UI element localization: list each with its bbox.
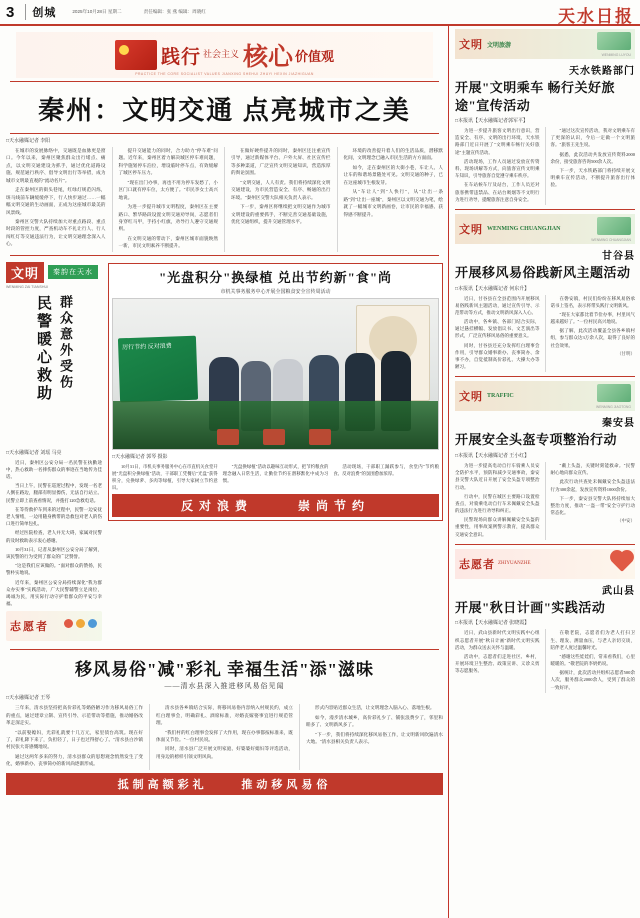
paragraph: 在等待救护车到来的过程中，民警一边安抚老人情绪，一边用随身携带的急救包对老人的伤口进行简单包扎。 [6, 506, 102, 527]
paper-name: 天水日报 [558, 7, 634, 26]
paragraph: 近日，武山县新时代文明实践中心组织志愿者开展"秋日计画"新时代文明实践活动，为群众送去关怀与温暖。 [455, 630, 540, 650]
paragraph: 在文明交通的带动下，秦州区城市面貌焕然一新，市民文明素养不断提升。 [118, 235, 218, 249]
paragraph: "文明交通，人人有责。我们将持续深化文明交通建设，为市民营造安全、有序、畅通的出行环境。"秦州区交警大队相关负责人表示。 [231, 179, 331, 200]
paragraph: 行动中，民警在城区主要路口设置检查点，对骑乘电动自行车未佩戴安全头盔的违法行为进行劝导和纠正。 [455, 493, 540, 514]
block3-sign: （中安） [617, 518, 635, 524]
paragraph: 如今，漫步清水城乡，高价彩礼少了、铺张浪费少了，邻里和睦多了、文明新风多了。 [306, 714, 443, 728]
paragraph: 下一步，天水铁路部门将持续开展文明乘车宣传活动，不断提升旅客出行体验。 [550, 168, 635, 188]
right-column [448, 26, 640, 918]
column-divider [112, 147, 113, 252]
photo-pot [263, 429, 285, 445]
volunteer-banner [455, 549, 635, 579]
block1-title: 开展"文明乘车 畅行关好旅途"宣传活动 [455, 80, 615, 113]
banner-values: 价值观 [295, 48, 335, 64]
paragraph: 如今，走在秦州区的大街小巷，车让人、人让车的和谐场景随处可见。文明交通的种子，已在这座城市生根发芽。 [343, 164, 443, 185]
banner-label: 文明 [459, 223, 483, 236]
photo-pot [217, 429, 239, 445]
slogan-right: 推动移风易俗 [241, 778, 332, 791]
vertical-title-2: 群众意外受伤 [58, 294, 73, 391]
paragraph: 为进一步提高电动自行车骑乘人员安全防护水平，预防和减少交通事故，秦安县交警大队近日开展了安全头盔专项整治行动。 [455, 462, 540, 490]
paragraph: 提升交通能力的同时，合力助力"停车难"问题。近年来，秦州区着力解决城区停车难问题，科学施划停车泊位，增设临时停车点，有效缓解了城区停车压力。 [118, 148, 218, 176]
wenming-sub-label: 秦韵在天水 [48, 265, 98, 279]
wenming-badge [6, 262, 98, 283]
lead-col-2 [119, 147, 219, 252]
banner-illustration [597, 384, 631, 402]
banner-english: PRACTICE THE CORE SOCIALIST VALUES JIANXING SHEHUI ZHUYI HEXIN JIAZHIGUAN [135, 72, 314, 76]
block2-kicker: 甘谷县 [602, 250, 635, 262]
lead-byline: □天水融媒记者 李阳 [6, 139, 51, 144]
lead-col-4 [344, 147, 444, 252]
paragraph: "我们村的红白理事会发挥了大作用，现在办事都按标准来，既体面又节俭。"一位村民说。 [156, 729, 293, 742]
wenming-english: WENMING ZAI TIANSHUI [6, 284, 49, 289]
paragraph: 活动现场，工作人员通过发放宣传资料、现场讲解等方式，向旅客宣传文明乘车知识，引导旅客自觉遵守乘车秩序。 [455, 158, 540, 179]
wenming-travel-banner [455, 29, 635, 59]
bottom-col-3 [306, 704, 443, 770]
decor-dots [64, 619, 97, 628]
paragraph: 活动中，志愿者们走进社区、乡村，开展环境卫生整治、政策宣讲、义诊义剪等志愿服务。 [455, 653, 540, 674]
flag-icon [115, 40, 157, 70]
photo-pot [309, 429, 331, 445]
vertical-title-1: 民警暖心救助 [35, 294, 51, 403]
banner-practice: 践行 [160, 46, 201, 68]
bottom-body [6, 704, 443, 770]
bottom-subtitle: ——清水县深入推进移风易俗见闻 [164, 682, 285, 691]
banner-illustration [597, 32, 631, 50]
bottom-byline: □天水融媒记者 王琴 [6, 696, 51, 702]
block1-body [455, 127, 635, 205]
feature-photo-credit: □天水融媒记者 郭琴 摄影 [112, 454, 168, 460]
volunteer-label: 志愿者 [459, 558, 495, 571]
paragraph: 此次行动共查处未佩戴安全头盔违法行为300余起，发放宣传资料1000余份。 [550, 479, 635, 492]
block2-body [455, 295, 635, 373]
block4-body [455, 629, 635, 693]
lead-col-3 [231, 147, 331, 252]
editor-line: 责任编辑：张 燕 编辑：周晓红 [143, 8, 206, 14]
paragraph: "感谢这些娃娃们，常来看我们，心里暖暖的。"敬老院的李奶奶说。 [550, 653, 635, 667]
block4-kicker: 武山县 [602, 585, 635, 597]
paragraph: 同时，甘谷县还充分发挥红白理事会作用，引导群众婚事新办、丧事简办、余事不办，自觉抵制高价彩礼、大操大办等陋习。 [455, 342, 540, 370]
banner-socialist: 社会主义 [202, 49, 239, 60]
feature-photo [112, 298, 439, 450]
lead-headline: 秦州：文明交通 点亮城市之美 [38, 96, 411, 125]
banner-english: WENMING CHUANGJIAN [591, 237, 631, 242]
paragraph: 近日，秦州区公安分局一名民警在执勤途中，热心救助一名摔伤群众的事迹在当地传为佳话。 [6, 459, 102, 480]
caption-text: "光盘换绿植"活动以趣味互动形式，把节约粮食的理念融入日常生活，让勤俭节约在潜移默化中成为习惯。 [222, 463, 329, 483]
paragraph: 走在秦州区的街头巷尾，红绿灯规范闪烁，斑马线前车辆缓缓停下，行人快步通过……一幅幅文明交通的生动画面，正成为这座城市最美的风景线。 [6, 187, 106, 215]
column-divider [337, 147, 338, 252]
left-column [0, 26, 448, 918]
block1-kicker: 天水铁路部门 [569, 66, 635, 77]
banner-label: 文明 [459, 39, 483, 51]
paragraph: 近年来，秦州区公安分局持续深化"我为群众办实事"实践活动，广大民警辅警立足岗位，竭诚为民，用实际行动守护着群众的平安与幸福。 [6, 579, 102, 607]
block1-byline: □本报讯【天水融媒记者郭军平】 [455, 119, 529, 125]
paragraph: "这是我们应该做的。"面对群众的赞扬，民警朴实地说。 [6, 563, 102, 576]
wenming-traffic-banner [455, 381, 635, 411]
block4-title: 开展"秋日计画"实践活动 [455, 599, 606, 615]
paragraph: 在做好硬件提升的同时，秦州区还注重宣传引导，通过新媒体平台、户外大屏、社区宣传栏等多种渠道，广泛宣传文明交通知识，营造浓厚的舆论氛围。 [231, 148, 331, 176]
paragraph: 在敬老院，志愿者们为老人打扫卫生、理发、测量血压，与老人亲切交谈，陪伴老人度过温馨时光。 [550, 630, 635, 650]
caption-text: 10月31日，市机关事务服务中心在市直机关食堂开展"光盘积分换绿植"活动，干部职工凭餐后"光盘"获得积分，兑换绿萝、多肉等绿植，引导大家树立节约意识。 [112, 463, 218, 490]
banner-label: 文明 [459, 391, 483, 404]
block2-byline: □本报讯【天水融媒记者 何东升】 [455, 286, 530, 292]
paragraph: 从"车让人"到"人快行"，从"让出一条路"到"让出一座城"，秦州区以文明交通为笔，绘就了一幅城市文明新画卷，让市民的幸福感、获得感不断提升。 [343, 189, 443, 217]
block4-byline: □本报讯【天水融媒记者 张晓霞】 [455, 621, 530, 627]
block3-byline: □本报讯【天水融媒记者 王小红】 [455, 453, 530, 459]
paragraph: 通过这两年多来的努力，清水县群众的思想观念悄然发生了变化，婚事新办、丧事简办的新风尚逐渐形成。 [6, 753, 143, 767]
paragraph: 秦州区交警大队持续加大对重点路段、重点时段的管控力度，严查机动车不礼让行人、行人闯红灯等交通违法行为，让文明交通理念深入人心。 [6, 218, 106, 247]
paragraph: 民警现场向群众讲解佩戴安全头盔的重要性，用事故案例警示教育，提高群众交通安全意识。 [455, 517, 540, 537]
wenming-strip [6, 259, 102, 645]
masthead [0, 0, 640, 26]
block3-kicker: 秦安县 [602, 418, 635, 430]
slogan-left: 反对浪费 [180, 498, 253, 513]
paragraph: "现在大家都比着节俭办事，村里风气越来越好了。"一位村民高兴地说。 [550, 311, 635, 325]
right-divider-3 [455, 544, 635, 545]
paragraph: "下一步，我们将持续深化移风易俗工作，让文明新风吹遍清水大地。"清水县相关负责人表示。 [306, 731, 443, 744]
bottom-title: 移风易俗"减"彩礼 幸福生活"添"滋味 [74, 660, 374, 680]
paragraph: "戴上头盔，关键时刻能救命。"民警耐心地向群众宣传。 [550, 462, 635, 476]
banner-english: WENMING JIAOTONG [596, 405, 631, 410]
wenming-byline: □天水融媒记者 刘瑶 马亮 [6, 450, 62, 456]
paragraph: 在城市的发展脉络中，交通既是血脉更是窗口。今年以来，秦州区聚焦群众出行堵点、痛点，以文明交通建设为抓手，通过优化道路设施、规范通行秩序、倡导文明出行等举措，成为城市文明最直观的"流动名片"。 [6, 148, 106, 183]
paragraph: 同时，清水县广泛开展文明家庭、好婆婆好媳妇等评选活动，用身边的榜样引领文明风尚。 [156, 746, 293, 759]
paragraph: 在车站候车厅及站台，工作人员还对旅客携带违禁品、在站台吸烟等不文明行为进行劝导，提醒旅客注意自身安全。 [455, 182, 540, 202]
paragraph: 经过医院检查，老人并无大碍，家属对民警的及时救助表示衷心感谢。 [6, 530, 102, 543]
divider-bottom [10, 649, 439, 650]
wenming-creation-banner [455, 214, 635, 244]
feature-title: "光盘积分"换绿植 兑出节约新"食"尚 [158, 269, 393, 285]
banner-core: 核心 [243, 44, 294, 71]
section-name: 创城 [25, 4, 56, 20]
block3-title: 开展安全头盔专项整治行动 [455, 432, 618, 448]
divider-headline [10, 133, 439, 134]
paragraph: 三年来，清水县坚持把高价彩礼等婚俗陋习作为移风易俗工作的重点，通过建章立制、宣传引导、示范带动等措施，推动婚俗改革走深走实。 [6, 705, 143, 726]
block2-sign: （甘明） [617, 350, 635, 356]
slogan-right: 崇尚节约 [298, 498, 371, 513]
caption-text: 活动现场，干部职工踊跃参与，食堂内"节约粮食、反对浪费"的氛围愈加浓厚。 [333, 463, 440, 476]
warm-heart-banner [6, 611, 102, 641]
paragraph: 据了解，此次活动覆盖全县各乡镇村组，参与群众达3万余人次，取得了良好的社会效果。 [550, 328, 635, 348]
page-number: 3 [6, 3, 15, 21]
paragraph: 下一步，秦安县交警大队将持续加大整治力度，推动"一盔一带"安全守护行动常态化。 [550, 495, 635, 516]
wenming-label: 文明 [6, 262, 44, 283]
divider-top [10, 81, 439, 82]
lead-body [6, 147, 443, 252]
feature-captions [112, 463, 439, 491]
paragraph: 为进一步提升旅客文明出行意识，营造安全、有序、文明的出行环境，天水铁路部门近日开展了"文明乘车畅行关好旅途"主题宣传活动。 [455, 128, 540, 155]
paragraph: 当日上午，民警在巡逻过程中，发现一名老人倒在路边，腿部有明显擦伤，无法自行站立。民警立即上前查看情况，并拨打120急救电话。 [6, 483, 102, 503]
banner-illustration [597, 217, 631, 235]
divider-mid [10, 255, 439, 256]
column-divider [224, 147, 225, 252]
banner-tag: 文明旅游 [487, 42, 512, 49]
photo-green-banner: 厉行节约 反对浪费 [118, 335, 198, 402]
volunteer-tag: ZHIYUANZHE [498, 561, 531, 567]
paragraph: 近日，甘谷县在全县范围内开展移风易俗践新风主题活动，通过宣传引导、示范带动等方式，推动文明新风深入人心。 [455, 295, 540, 315]
paragraph: 环境的改善提升着人们的生活品质，潜移默化间，文明理念已融入市民生活的方方面面。 [343, 148, 443, 161]
feature-subtitle: 市机关事务服务中心开展全国粮食安全宣传周活动 [220, 289, 331, 295]
paragraph: 据悉，此次活动共发放宣传资料2000余份，接受旅客咨询500余人次。 [550, 151, 635, 164]
block3-body [455, 462, 635, 540]
bottom-slogan [6, 773, 443, 795]
paragraph: 形式内容贴近群众生活，让文明理念入脑入心、落地生根。 [315, 705, 435, 711]
bottom-col-1 [6, 704, 143, 770]
paragraph: 据统计，此次活动共组织志愿者500余人次，服务群众2000余人，受到了群众的一致好评。 [550, 670, 635, 690]
right-divider-1 [455, 209, 635, 210]
banner-english: WENMING LUYOU [601, 53, 631, 57]
paragraph: 下一步，秦州区将继续把文明交通作为城市文明建设的重要抓手，不断完善交通基础设施，优化交通组织，提升交通管理水平。 [231, 204, 331, 224]
paragraph: 10月31日，记者从秦州区公安分局了解到，该民警的行为受到了群众的广泛赞誉。 [6, 546, 102, 559]
warm-heart-label: 志愿者 [10, 621, 49, 634]
core-values-banner [16, 32, 433, 78]
banner-tag: WENMING CHUANGJIAN [487, 225, 561, 232]
column-divider [299, 704, 300, 770]
feature-slogan [112, 494, 439, 517]
block2-title: 开展移风易俗践新风主题活动 [455, 264, 631, 280]
paragraph: "以前娶媳妇，光彩礼就要十几万元，家里债台高筑。现在好了，彩礼降下来了，负担轻了，日子也过得舒心了。"清水县白沙镇村民张大哥感慨地说。 [6, 729, 143, 750]
feature-article [108, 263, 443, 521]
feature-column [108, 259, 443, 645]
banner-tag: TRAFFIC [487, 393, 514, 400]
paragraph: 活动中，各乡镇、各部门结合实际，通过悬挂横幅、发放倡议书、文艺演出等形式，广泛宣传移风易俗的重要意义。 [455, 319, 540, 339]
paragraph: "通过这次宣传活动，我对文明乘车有了更深的认识，今后一定做一个文明旅客。"旅客王先生说。 [550, 128, 635, 148]
paragraph: 为进一步提升城市文明程度，秦州区在主要路口、繁华路段设置文明交通劝导岗，志愿者们身穿红马甲，手持小红旗，劝导行人遵守交通规则。 [118, 204, 218, 232]
publish-date: 2025年10月28日 星期二 [72, 8, 122, 14]
heart-icon [612, 552, 632, 572]
slogan-left: 抵制高额彩礼 [117, 778, 208, 791]
column-divider [149, 704, 150, 770]
paragraph: 清水县各乡镇结合实际，将移风易俗内容纳入村规民约，成立红白理事会，明确彩礼、酒席标准，对婚丧嫁娶事宜进行规范管理。 [156, 705, 293, 726]
bottom-col-2 [156, 704, 293, 770]
lead-col-1 [6, 147, 106, 252]
right-divider-2 [455, 376, 635, 377]
paragraph: "现在出门办事，再也不用为停车发愁了，小区门口就有停车位，太方便了。"市民李女士高兴地说。 [118, 179, 218, 200]
paragraph: 在磐安镇，村民们纷纷在移风易俗承诺书上签名，表示将带头践行文明新风。 [550, 295, 635, 308]
